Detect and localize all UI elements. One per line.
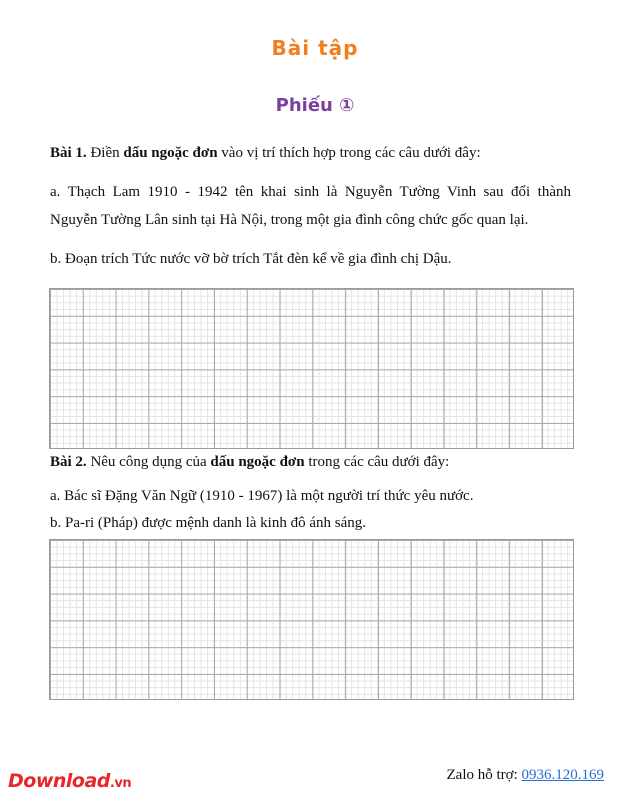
bai2-text-pre: Nêu công dụng của (86, 454, 211, 470)
bai1-item-a-line2: Nguyễn Tường Lân sinh tại Hà Nội, trong một gia đình công chức gốc quan lại. (50, 212, 529, 228)
support-phone-link[interactable]: 0936.120.169 (521, 767, 604, 783)
bai2-text-post: trong các câu dưới đây: (304, 454, 450, 470)
answer-grid-bai1[interactable] (49, 288, 574, 449)
worksheet-subtitle: Phiếu ① (275, 95, 355, 116)
bai1-text-post: vào vị trí thích hợp trong các câu dưới đây: (217, 145, 481, 161)
bai1-prompt (50, 143, 571, 163)
bai2-prompt (50, 452, 571, 472)
answer-grid-bai2[interactable] (49, 539, 574, 700)
bai2-item-a: a. Bác sĩ Đặng Văn Ngữ (1910 - 1967) là một người trí thức yêu nước. (50, 488, 474, 504)
zalo-support-label: Zalo hỗ trợ: (446, 767, 522, 783)
worksheet-title: Bài tập (271, 36, 359, 60)
bai2-item-b: b. Pa-ri (Pháp) được mệnh danh là kinh đô ánh sáng. (50, 515, 366, 531)
zalo-support (447, 767, 605, 784)
bai1-item-a-line1: a. Thạch Lam 1910 - 1942 tên khai sinh là Nguyễn Tường Vinh sau đổi thành (50, 184, 571, 200)
bai1-heading: Bài 1. (50, 145, 87, 161)
bai2-heading: Bài 2. (50, 454, 87, 470)
download-vn-logo[interactable] (8, 770, 131, 792)
bai1-item-b: b. Đoạn trích Tức nước vỡ bờ trích Tắt đèn kể về gia đình chị Dậu. (50, 251, 452, 267)
logo-main-text: Download (8, 770, 110, 792)
logo-tld-text: .vn (109, 776, 132, 791)
bai2-bold-term: dấu ngoặc đơn (210, 454, 305, 470)
bai1-bold-term: dấu ngoặc đơn (123, 145, 218, 161)
bai1-text-pre: Điền (86, 145, 124, 161)
